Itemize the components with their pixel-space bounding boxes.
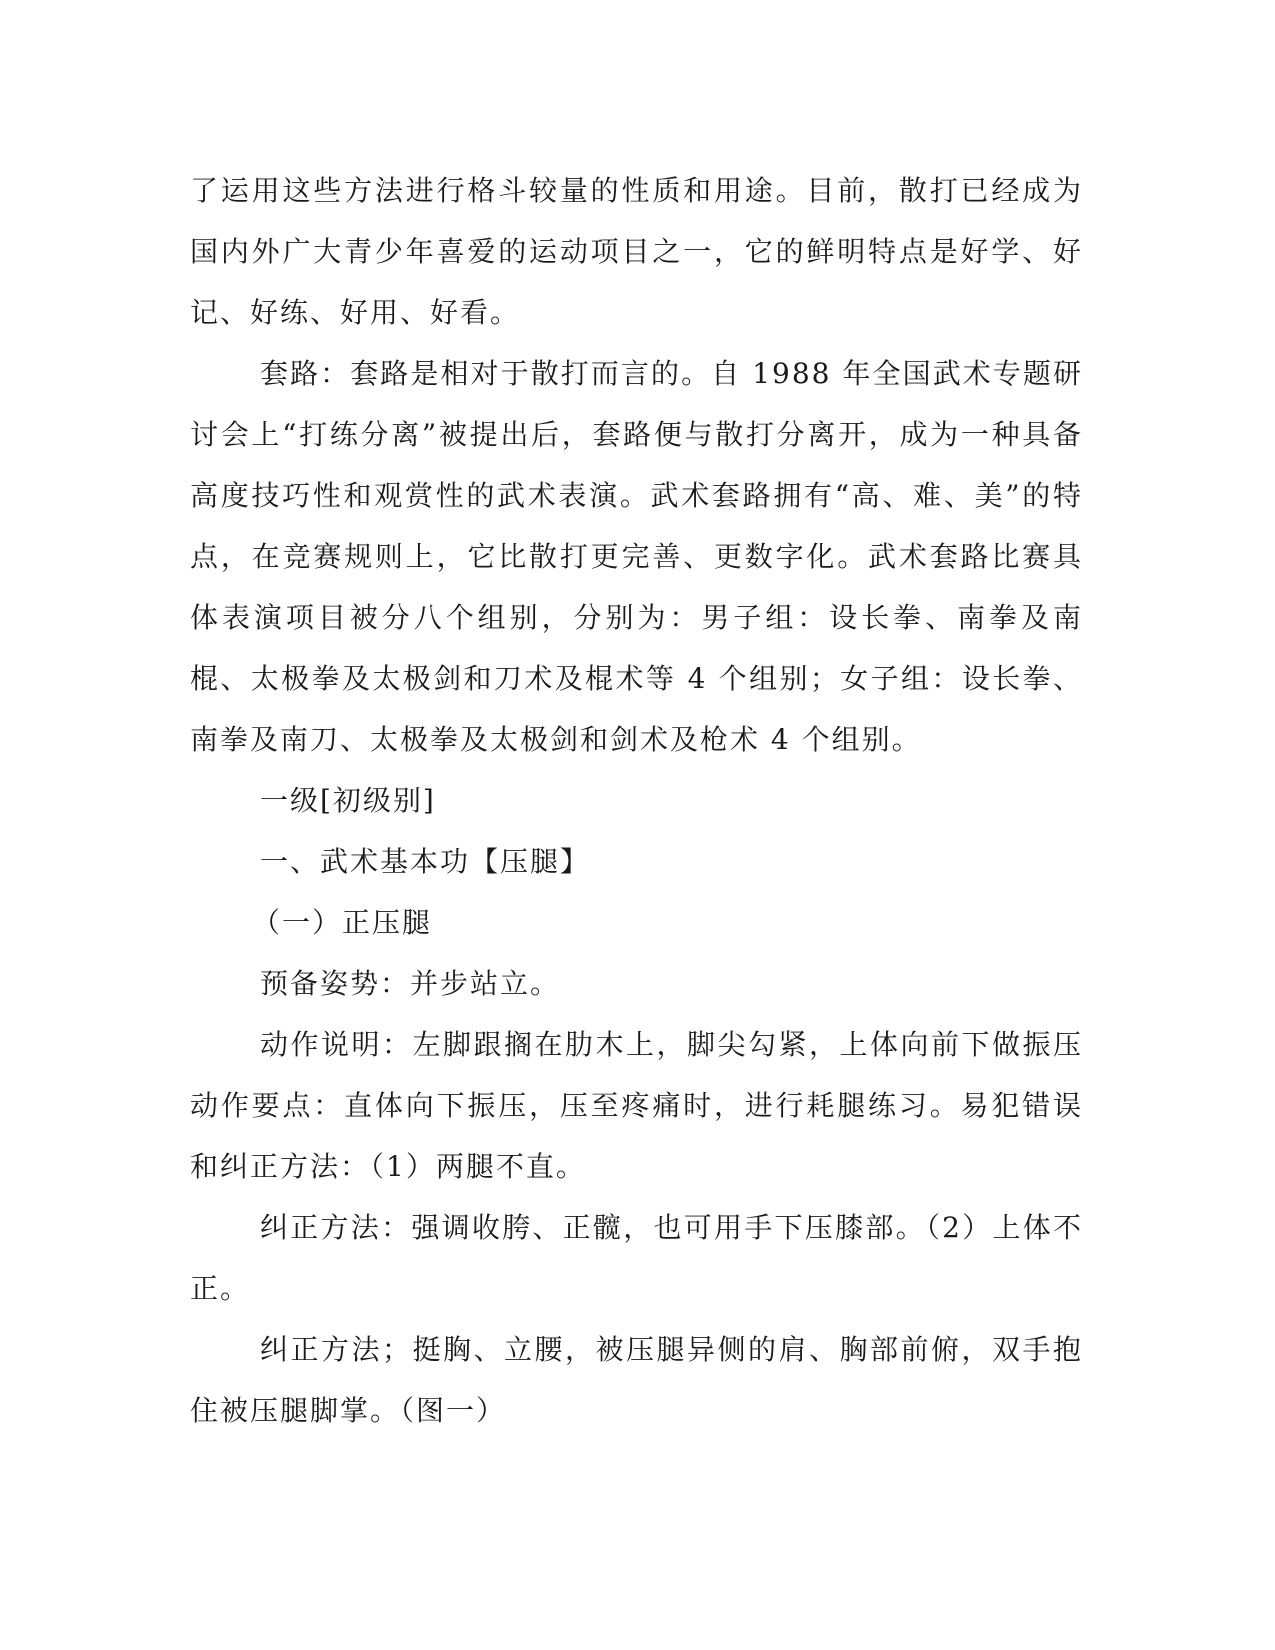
heading-front-leg-press: （一）正压腿 (252, 906, 433, 939)
paragraph-ready-position: 预备姿势：并步站立。 (260, 967, 561, 1000)
document-body (190, 160, 1083, 1441)
paragraph-correction-two: 纠正方法；挺胸、立腰，被压腿异侧的肩、胸部前俯，双手抱住被压腿脚掌。（图一） (190, 1333, 1083, 1427)
paragraph-correction-one: 纠正方法：强调收胯、正髋，也可用手下压膝部。（2）上体不正。 (190, 1211, 1083, 1305)
heading-basic-skills: 一、武术基本功【压腿】 (260, 845, 591, 878)
paragraph-sanda-intro: 了运用这些方法进行格斗较量的性质和用途。目前，散打已经成为国内外广大青少年喜爱的运动项目之一，它的鲜明特点是好学、好记、好练、好用、好看。 (190, 174, 1083, 329)
heading-level-one: 一级[初级别] (260, 784, 436, 817)
paragraph-action-description: 动作说明：左脚跟搁在肋木上，脚尖勾紧，上体向前下做振压动作要点：直体向下振压，压至疼痛时，进行耗腿练习。易犯错误和纠正方法：（1）两腿不直。 (190, 1028, 1083, 1183)
paragraph-taolu: 套路：套路是相对于散打而言的。自 1988 年全国武术专题研讨会上“打练分离”被提出后，套路便与散打分离开，成为一种具备高度技巧性和观赏性的武术表演。武术套路拥有“高、难、美”的特点，在竞赛规则上，它比散打更完善、更数字化。武术套路比赛具体表演项目被分八个组别，分别为：男子组：设长拳、南拳及南棍、太极拳及太极剑和刀术及棍术等 4 个组别；女子组：设长拳、南拳及南刀、太极拳及太极剑和剑术及枪术 4 个组别。 (190, 357, 1083, 756)
